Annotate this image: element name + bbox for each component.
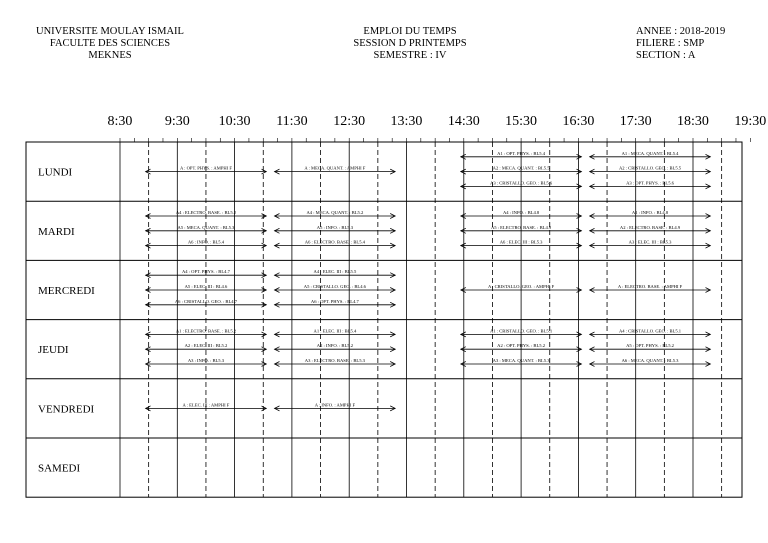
event-label: A5 : ELECTRO. BASE. : BL4.9 xyxy=(490,224,552,230)
header-program: FILIERE : SMP xyxy=(636,38,705,49)
event-label: A3 : CRISTALLO. GEO. : BL5.6 xyxy=(490,180,553,186)
timetable-event xyxy=(590,240,711,246)
day-label: JEUDI xyxy=(38,344,69,357)
event-label: A : ELEC. III : AMPHI F xyxy=(182,402,230,408)
timetable-event xyxy=(275,166,396,172)
timetable-event xyxy=(590,343,711,349)
event-label: A6 : OPT. PHYS. : BL4.7 xyxy=(310,298,359,304)
timetable-event xyxy=(146,328,267,334)
day-label: MERCREDI xyxy=(38,285,95,297)
event-label: A : INFO. : AMPHI F xyxy=(314,402,356,408)
event-label: A : CRISTALLO. GEO. : AMPHI F xyxy=(487,284,555,289)
event-label: A5 : CRISTALLO. GEO. : BL4.6 xyxy=(303,284,366,289)
event-label: A : ELECTRO. BASE. : AMPHI F xyxy=(617,284,683,289)
header-title: EMPLOI DU TEMPS xyxy=(363,26,457,37)
time-label: 19:30 xyxy=(734,114,767,129)
time-label: 8:30 xyxy=(107,114,133,129)
event-label: A4 : INFO. : BL4.8 xyxy=(502,210,540,215)
day-label: LUNDI xyxy=(38,166,73,179)
event-label: A1 : INFO. : BL4.8 xyxy=(631,210,669,215)
header-faculty: FACULTE DES SCIENCES xyxy=(49,38,171,49)
event-label: A6 : ELECTRO. BASE. : BL5.4 xyxy=(304,239,365,245)
event-label: A5 : OPT. PHYS. : BL5.2 xyxy=(626,343,674,349)
timetable-event xyxy=(275,225,396,231)
time-label: 9:30 xyxy=(164,114,190,129)
header-university: UNIVERSITE MOULAY ISMAIL xyxy=(36,26,184,37)
header-year: ANNEE : 2018-2019 xyxy=(636,26,726,37)
timetable-event xyxy=(146,358,267,364)
event-label: A1 : ELEC. III : BL5.4 xyxy=(313,328,357,334)
event-label: A3 : MECA. QUANT. : BL5.3 xyxy=(492,358,550,363)
event-label: A3 : ELEC. III : BL5.3 xyxy=(628,239,672,245)
header-city: MEKNES xyxy=(88,50,132,61)
timetable-event xyxy=(146,343,267,349)
header-session: SESSION D PRINTEMPS xyxy=(353,38,467,49)
timetable-event xyxy=(275,284,396,290)
time-label: 17:30 xyxy=(619,114,652,129)
event-label: A6 : ELEC. III : BL5.3 xyxy=(499,239,543,245)
timetable-event xyxy=(146,240,267,246)
timetable-event xyxy=(275,343,396,349)
timetable-event xyxy=(275,299,396,305)
event-label: A6 : MECA. QUANT. : BL5.3 xyxy=(621,358,679,363)
event-label: A2 : OPT. PHYS. : BL5.2 xyxy=(497,343,546,349)
timetable-event xyxy=(590,180,711,186)
timetable-event xyxy=(590,210,711,216)
timetable-event xyxy=(590,358,711,364)
time-label: 13:30 xyxy=(390,114,423,129)
event-label: A2 : ELECTRO. BASE. : BL4.9 xyxy=(619,224,681,230)
time-label: 12:30 xyxy=(333,114,366,129)
time-label: 10:30 xyxy=(218,114,251,129)
event-label: A4 : OPT. PHYS. : BL4.7 xyxy=(181,269,230,275)
event-label: A4 : MECA. QUANT. : BL5.2 xyxy=(306,210,364,215)
timetable-event xyxy=(275,402,396,408)
timetable-event xyxy=(275,358,396,364)
event-label: A3 : OPT. PHYS. : BL5.6 xyxy=(626,180,674,186)
event-label: A5 : ELEC. III : BL4.6 xyxy=(184,284,228,289)
event-label: A : MECA. QUANT. : AMPHI F xyxy=(304,165,366,171)
header-semester: SEMESTRE : IV xyxy=(373,50,447,61)
event-label: A4 : CRISTALLO. GEO. : BL5.1 xyxy=(618,328,682,334)
timetable-event xyxy=(275,328,396,334)
day-label: VENDREDI xyxy=(38,403,95,416)
event-label: A2 : MECA. QUANT. : BL5.5 xyxy=(492,165,550,171)
event-label: A1 : CRISTALLO. GEO. : BL5.1 xyxy=(490,328,553,334)
event-label: A2 : ELEC. III : BL5.2 xyxy=(184,343,228,349)
timetable-event xyxy=(590,284,711,290)
event-label: A6 : CRISTALLO. GEO. : BL4.7 xyxy=(174,298,238,304)
event-label: A4 : ELECTRO. BASE. : BL5.2 xyxy=(175,210,237,215)
time-label: 11:30 xyxy=(276,114,308,129)
event-label: A2 : CRISTALLO. GEO. : BL5.5 xyxy=(618,165,682,171)
timetable-event xyxy=(590,225,711,231)
timetable-event xyxy=(590,151,711,157)
event-label: A3 : INFO. : BL5.3 xyxy=(187,358,225,363)
timetable-event xyxy=(275,240,396,246)
time-label: 18:30 xyxy=(677,114,709,129)
timetable-event xyxy=(275,210,396,216)
time-label: 14:30 xyxy=(447,114,480,129)
event-label: A1 : OPT. PHYS. : BL5.4 xyxy=(497,150,546,156)
header-section: SECTION : A xyxy=(636,50,696,61)
day-label: SAMEDI xyxy=(38,462,81,475)
time-label: 15:30 xyxy=(505,114,538,129)
event-label: A2 : INFO. : BL5.2 xyxy=(316,343,353,349)
timetable-event xyxy=(590,328,711,334)
event-label: A5 : INFO. : BL5.3 xyxy=(316,224,353,230)
event-label: A6 : INFO. : BL5.4 xyxy=(187,239,225,245)
timetable-event xyxy=(146,225,267,231)
event-label: A5 : MECA. QUANT. : BL5.3 xyxy=(177,224,235,230)
event-label: A : OPT. PHYS. : AMPHI F xyxy=(179,165,232,171)
event-label: A4 : ELEC. III : BL5.5 xyxy=(313,269,357,275)
timetable-event xyxy=(275,269,396,275)
day-label: MARDI xyxy=(38,225,75,238)
event-label: A3 : ELECTRO. BASE. : BL5.3 xyxy=(304,358,365,363)
event-label: A1 : MECA. QUANT. : BL5.4 xyxy=(621,150,679,156)
time-label: 16:30 xyxy=(562,114,595,129)
timetable-event xyxy=(590,166,711,172)
event-label: A1 : ELECTRO. BASE. : BL5.2 xyxy=(175,328,237,334)
